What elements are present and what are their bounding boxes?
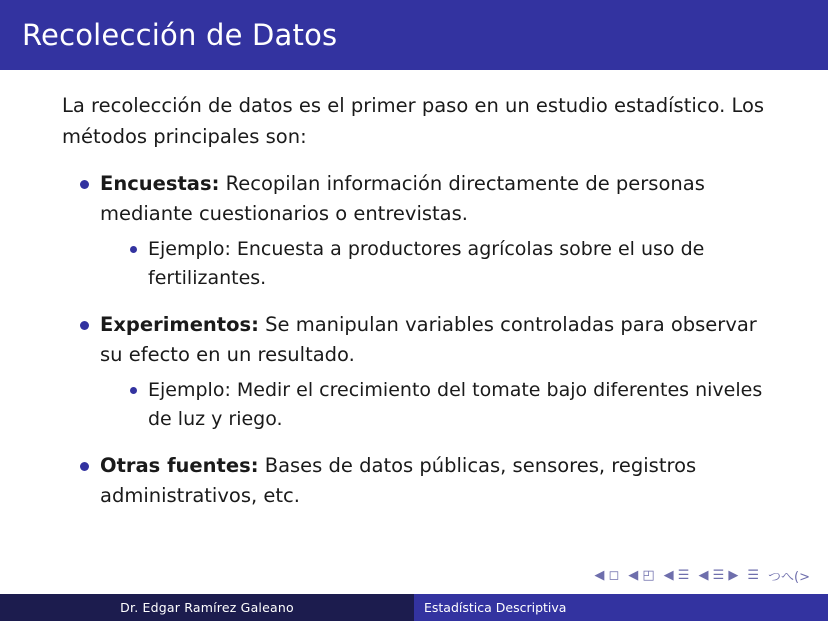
sub-list-item-text: Ejemplo: Medir el crecimiento del tomate bajo diferentes niveles de luz y riego. [148, 379, 763, 430]
list-item-text: Bases de datos públicas, sensores, registros administrativos, etc. [100, 454, 697, 507]
footer-subject: Estadística Descriptiva [414, 594, 828, 621]
nav-last-icon[interactable]: ☰ [747, 568, 760, 583]
list-item [100, 310, 768, 434]
page-title: Recolección de Datos [22, 18, 338, 52]
bullet-icon [80, 462, 89, 471]
list-item-text: Recopilan información directamente de personas mediante cuestionarios o entrevistas. [100, 172, 705, 225]
sub-list [100, 376, 768, 434]
slide-footer [0, 594, 828, 621]
list-item-lead: Encuestas: [100, 172, 220, 195]
list-item [100, 169, 768, 293]
list-item-lead: Otras fuentes: [100, 454, 259, 477]
list-item [100, 451, 768, 511]
intro-paragraph: La recolección de datos es el primer paso en un estudio estadístico. Los métodos principales son: [62, 94, 765, 148]
sub-list-item [148, 235, 768, 293]
bullet-icon [80, 321, 89, 330]
slide-title-bar [0, 0, 828, 70]
list-item-text: Se manipulan variables controladas para observar su efecto en un resultado. [100, 313, 757, 366]
footer-author: Dr. Edgar Ramírez Galeano [0, 594, 414, 621]
nav-back-icon[interactable]: ◀ ☰ [663, 568, 690, 583]
bullet-icon [80, 180, 89, 189]
slide-content [0, 70, 828, 590]
sub-bullet-icon [130, 246, 137, 253]
nav-next-icon[interactable]: ◀ ☰ ▶ [698, 568, 739, 583]
sub-list-item-text: Ejemplo: Encuesta a productores agrícolas sobre el uso de fertilizantes. [148, 238, 705, 289]
sub-list-item [148, 376, 768, 434]
nav-prev-icon[interactable]: ◀ ◰ [628, 568, 655, 583]
slide-navigation-bar[interactable] [594, 566, 810, 585]
sub-list [100, 235, 768, 293]
list-item-lead: Experimentos: [100, 313, 259, 336]
nav-first-icon[interactable]: ◀ ◻ [594, 568, 620, 583]
nav-zoom-icon[interactable]: つへ(> [768, 570, 810, 585]
methods-list [62, 169, 768, 511]
sub-bullet-icon [130, 387, 137, 394]
